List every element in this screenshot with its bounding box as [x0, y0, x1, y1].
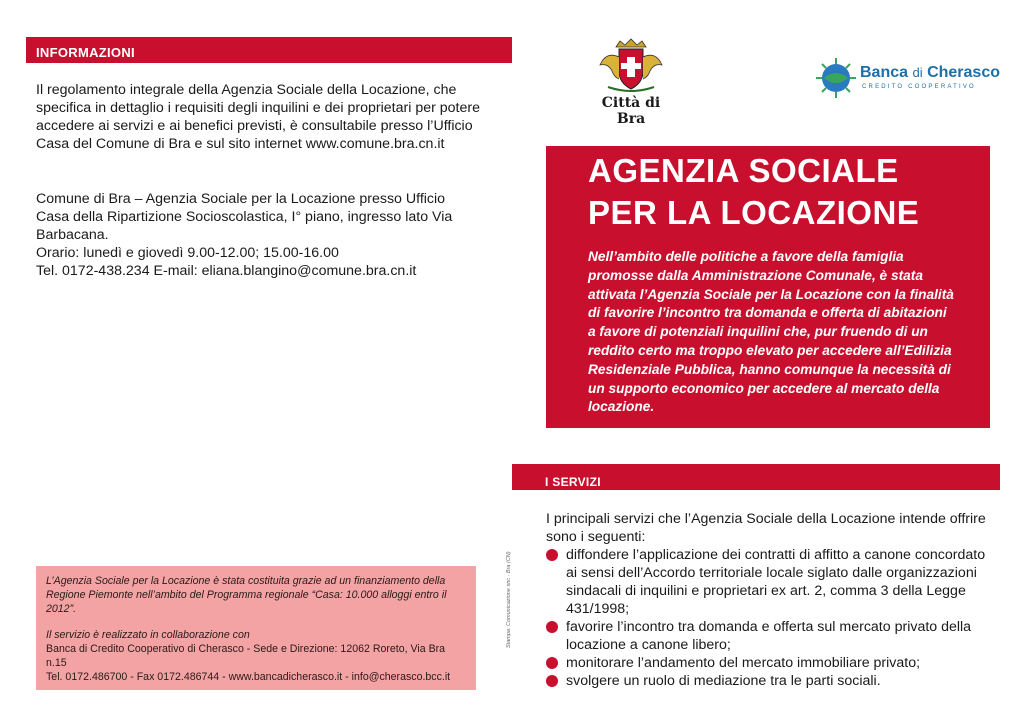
list-item — [546, 672, 992, 690]
list-item — [546, 546, 992, 618]
informazioni-heading: INFORMAZIONI — [26, 37, 512, 63]
regolamento-paragraph: Il regolamento integrale della Agenzia Sociale della Locazione, che specifica in dettaglio i requisiti degli inquilini e dei proprietari per potere accedere ai servizi e ai benefici previsti, è consultabile presso l’Ufficio Casa del Comune di Bra e sul sito internet www.comune.bra.cn.it — [36, 82, 481, 152]
bank-contacts-text: Tel. 0172.486700 - Fax 0172.486744 - www.bancadicherasco.it - info@cherasco.bcc.it — [46, 671, 451, 683]
bank-address-text: Banca di Credito Cooperativo di Cherasco - Sede e Direzione: 12062 Roreto, Via Bra n.15 — [46, 643, 446, 669]
bank-name-di: di — [912, 65, 923, 80]
agenzia-intro: Nell’ambito delle politiche a favore della famiglia promosse dalla Amministrazione Comunale, è stata attivata l’Agenzia Sociale per la Locazione con la finalità di favorire l’incontro tra domanda e offerta di abitazioni a favore di potenziali inquilini che, pur fruendo di un reddito certo ma troppo elevato per accedere all’Edilizia Residenziale Pubblica, hanno comunque la necessità di un supporto economico per accedere al mercato della locazione. — [588, 249, 954, 415]
page-title — [588, 150, 919, 234]
list-item — [546, 654, 992, 672]
bullet-icon — [546, 657, 558, 669]
bank-logo — [812, 54, 1002, 104]
bank-globe-icon — [814, 56, 858, 100]
agenzia-box — [546, 146, 990, 428]
list-item-text: favorire l’incontro tra domanda e offerta sul mercato privato della locazione a canone libero; — [566, 619, 972, 653]
servizi-intro: I principali servizi che l’Agenzia Sociale della Locazione intende offrire sono i seguenti: — [546, 511, 986, 545]
bank-name — [860, 64, 1000, 82]
bullet-icon — [546, 621, 558, 633]
title-line-2: PER LA LOCAZIONE — [588, 194, 920, 231]
print-credit: Stampa: Comunicazione snc · Bra (CN) — [506, 551, 512, 648]
list-item-text: diffondere l’applicazione dei contratti di affitto a canone concordato ai sensi dell’Accordo territoriale locale siglato dalle organizzazioni sindacali di inquilini e proprietari ex art. 2, comma 3 della Legge 431/1998; — [566, 547, 986, 617]
bullet-icon — [546, 549, 558, 561]
contacts-text: Tel. 0172-438.234 E-mail: eliana.blangino@comune.bra.cn.it — [36, 263, 417, 279]
contact-block — [36, 190, 480, 280]
list-item-text: monitorare l’andamento del mercato immobiliare privato; — [566, 655, 921, 671]
city-logo — [586, 37, 676, 127]
list-item-text: svolgere un ruolo di mediazione tra le parti sociali. — [566, 673, 881, 689]
bank-name-1: Banca — [860, 64, 909, 81]
city-name: Città di Bra — [601, 95, 661, 127]
servizi-heading: I SERVIZI — [512, 464, 1000, 490]
funding-note — [36, 566, 476, 690]
servizi-list — [546, 546, 992, 690]
title-line-1: AGENZIA SOCIALE — [588, 152, 899, 189]
bank-name-2: Cherasco — [927, 64, 1000, 81]
address-text: Comune di Bra – Agenzia Sociale per la Locazione presso Ufficio Casa della Ripartizione Socioscolastica, I° piano, ingresso lato Via Barbacana. — [36, 191, 453, 243]
bank-subtitle: CREDITO COOPERATIVO — [862, 84, 976, 90]
bullet-icon — [546, 675, 558, 687]
funding-text: L’Agenzia Sociale per la Locazione è stata costituita grazie ad un finanziamento della Regione Piemonte nell’ambito del Programma regionale “Casa: 10.000 alloggi entro il 2012”. — [46, 575, 447, 615]
collaboration-text: Il servizio è realizzato in collaborazione con — [46, 629, 250, 641]
hours-text: Orario: lunedì e giovedì 9.00-12.00; 15.00-16.00 — [36, 245, 339, 261]
city-crest-icon — [586, 37, 676, 95]
list-item — [546, 618, 992, 654]
